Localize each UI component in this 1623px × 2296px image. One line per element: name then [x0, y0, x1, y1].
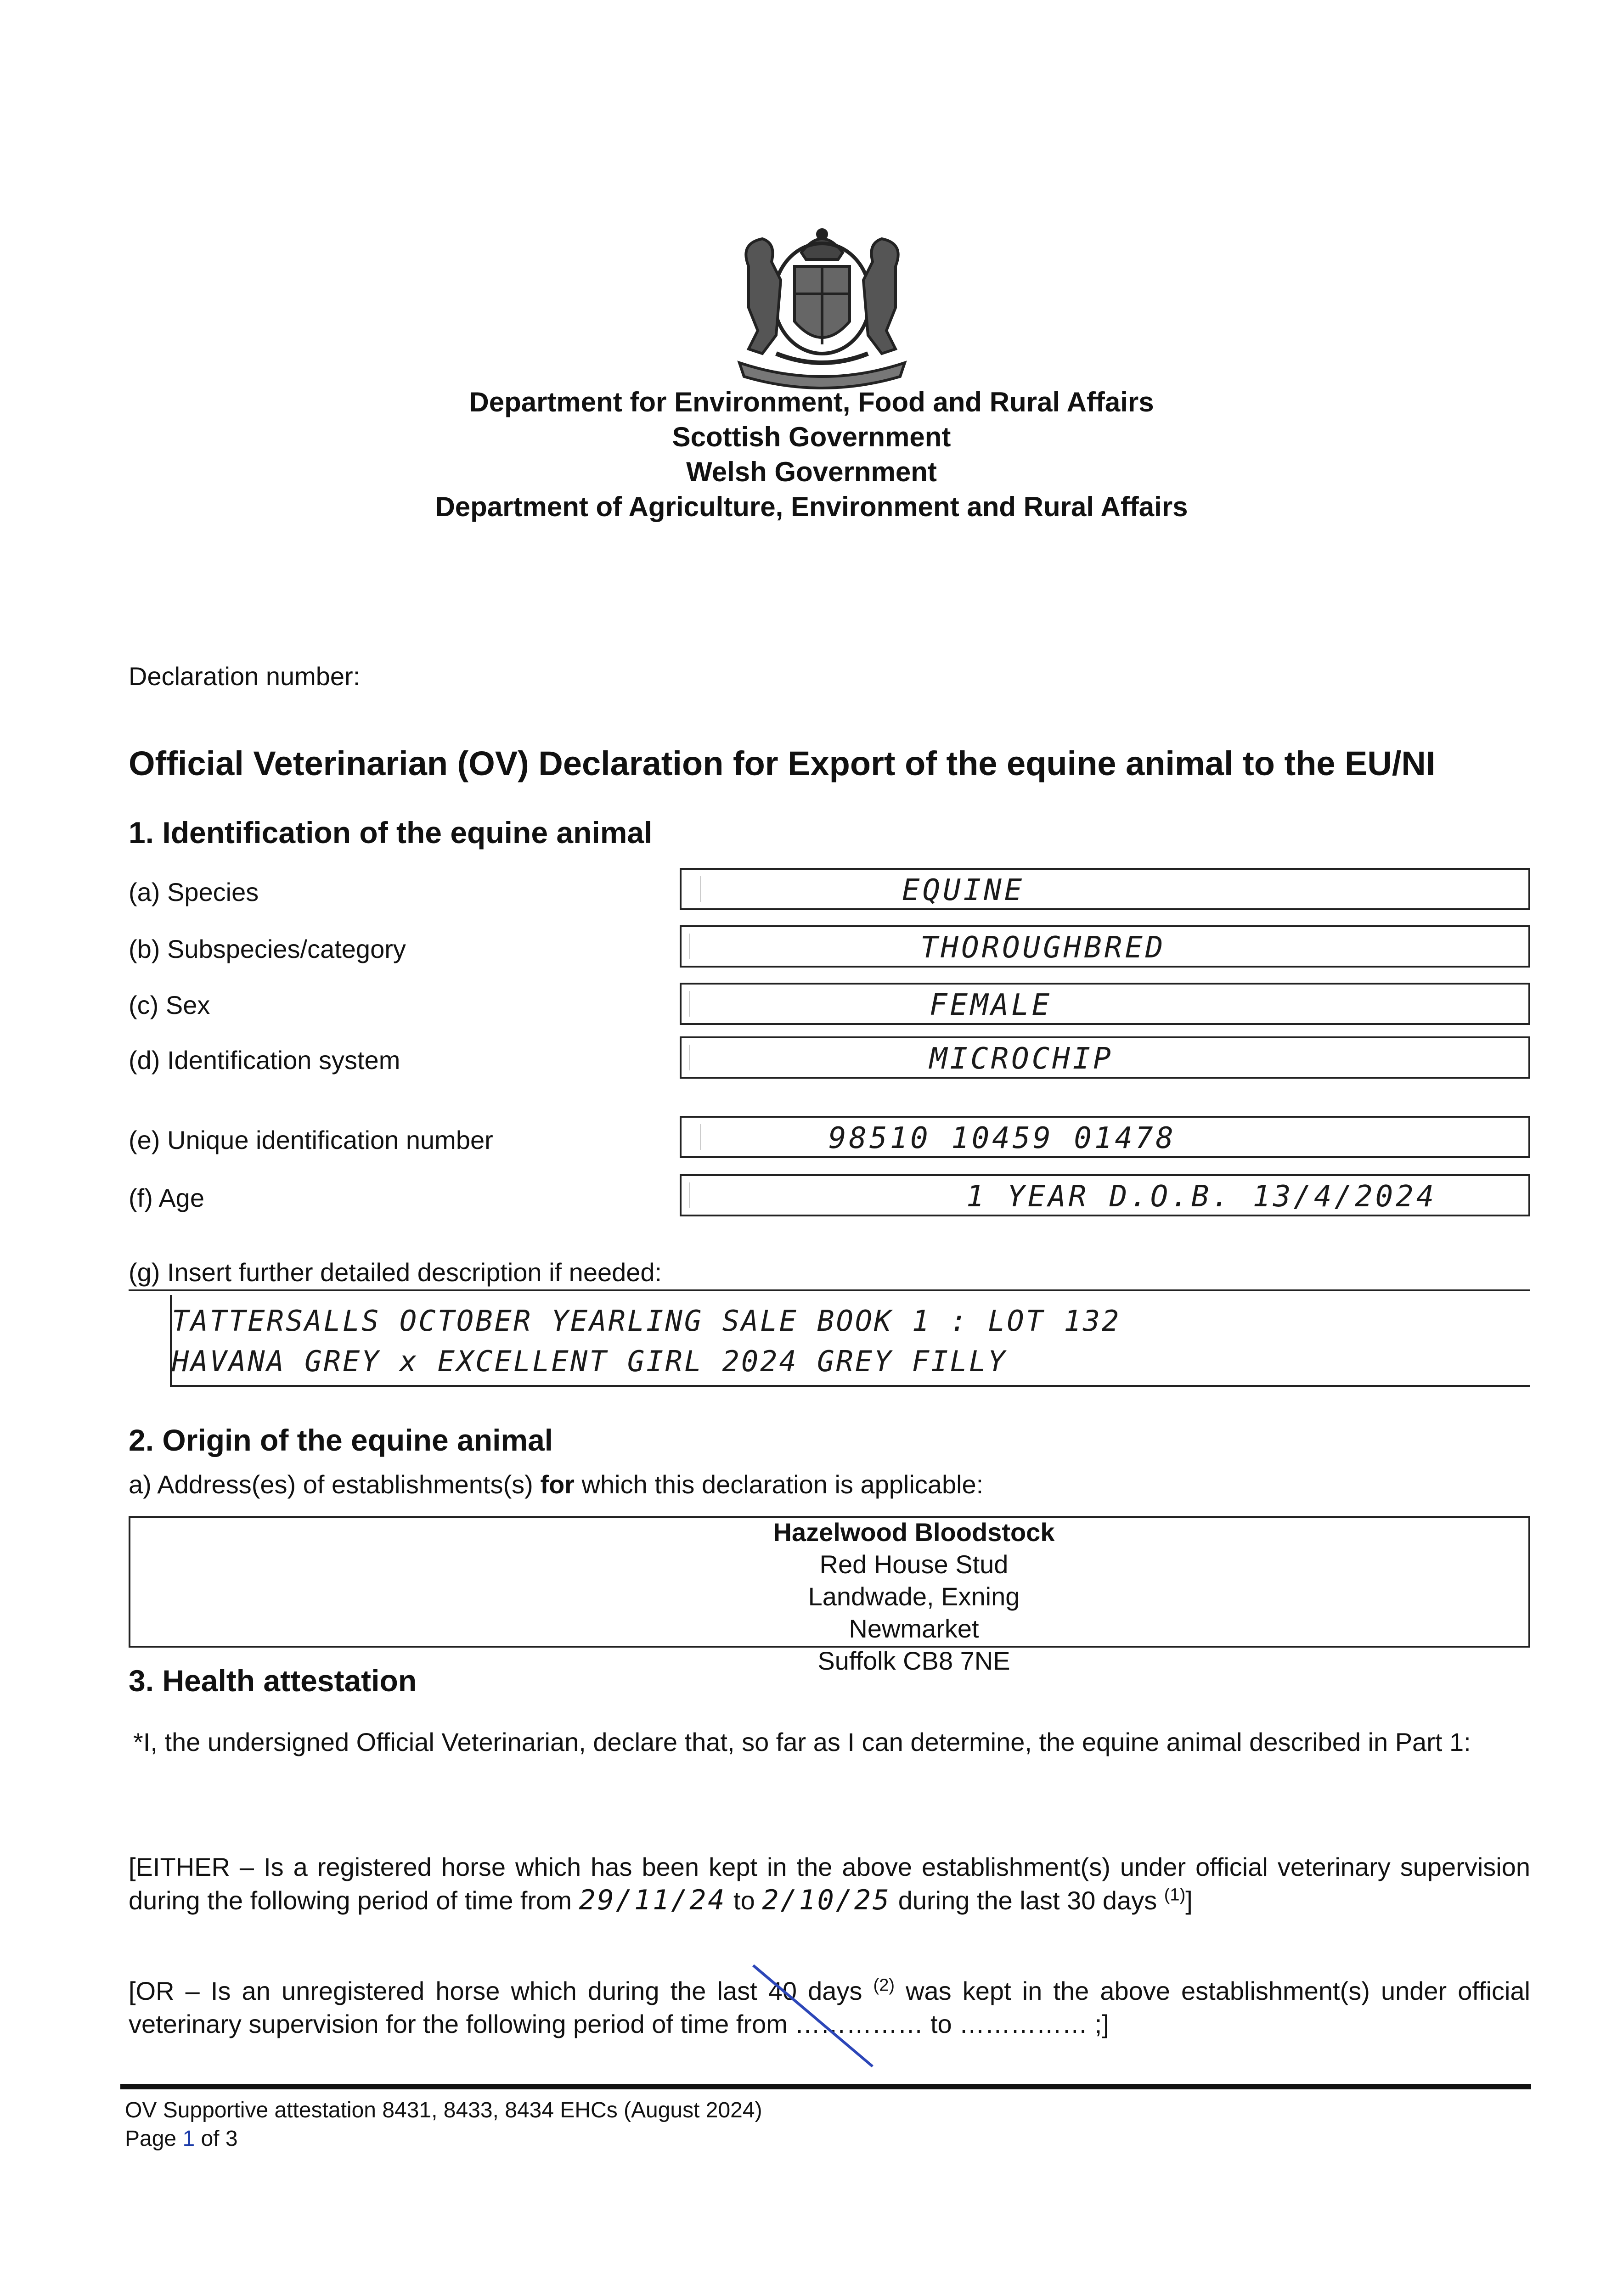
- address-intro: a) Address(es) of establishments(s) for which this declaration is applicable:: [129, 1470, 984, 1499]
- description-field[interactable]: [170, 1295, 1530, 1387]
- department-name: Department for Environment, Food and Rural Affairs: [469, 387, 1154, 417]
- unique-id-field[interactable]: [680, 1116, 1530, 1158]
- unique-id-value: 98510 10459 01478: [828, 1121, 1177, 1155]
- ov-declaration-text: *I, the undersigned Official Veterinarian, declare that, so far as I can determine, the equine animal described in Part 1:: [133, 1728, 1471, 1756]
- or-clause: [OR – Is an unregistered horse which during the last 40 days $^{(2)}$ was kept in the above establishment(s) under official veterinary supervision for the following period of time from …………… to …………… ;]: [129, 1975, 1530, 2038]
- period-to-date[interactable]: 2/10/25: [762, 1884, 891, 1916]
- age-field[interactable]: [680, 1174, 1530, 1216]
- identification-system-field[interactable]: [680, 1036, 1530, 1079]
- declaration-number-label: Declaration number:: [129, 662, 361, 691]
- department-header: [0, 385, 1623, 524]
- species-label: (a) Species: [129, 878, 259, 906]
- age-value: 1 YEAR D.O.B. 13/4/2024: [966, 1180, 1437, 1214]
- description-line: TATTERSALLS OCTOBER YEARLING SALE BOOK 1 : LOT 132: [172, 1304, 1121, 1338]
- department-name: Welsh Government: [686, 456, 937, 487]
- subspecies-field[interactable]: [680, 925, 1530, 968]
- age-label: (f) Age: [129, 1183, 204, 1212]
- section-3-heading: 3. Health attestation: [129, 1664, 417, 1698]
- address-line: Newmarket: [849, 1614, 979, 1643]
- footer-divider: [120, 2084, 1531, 2089]
- footer-attestation: OV Supportive attestation 8431, 8433, 8434 EHCs (August 2024): [125, 2098, 762, 2122]
- description-label: (g) Insert further detailed description if needed:: [129, 1258, 662, 1287]
- sex-field[interactable]: [680, 983, 1530, 1025]
- department-name: Scottish Government: [672, 422, 951, 452]
- description-rule: [129, 1289, 1530, 1291]
- subspecies-label: (b) Subspecies/category: [129, 934, 406, 963]
- page-number: Page 1 of 3: [125, 2127, 238, 2151]
- address-line: Suffolk CB8 7NE: [817, 1646, 1010, 1675]
- species-value: EQUINE: [902, 873, 1025, 907]
- footer: [125, 2096, 762, 2153]
- address-line: Landwade, Exning: [808, 1582, 1020, 1611]
- strike-through-mark: [749, 1961, 896, 2071]
- sex-value: FEMALE: [930, 988, 1053, 1022]
- page-title: Official Veterinarian (OV) Declaration for Export of the equine animal to the EU/NI: [129, 744, 1436, 782]
- section-2-heading: 2. Origin of the equine animal: [129, 1423, 553, 1457]
- sex-label: (c) Sex: [129, 990, 210, 1019]
- identification-system-label: (d) Identification system: [129, 1046, 400, 1075]
- establishment-name: Hazelwood Bloodstock: [773, 1518, 1055, 1547]
- description-line: HAVANA GREY x EXCELLENT GIRL 2024 GREY FILLY: [172, 1345, 1007, 1378]
- identification-system-value: MICROCHIP: [930, 1042, 1114, 1076]
- period-from-date[interactable]: 29/11/24: [579, 1884, 727, 1916]
- species-field[interactable]: [680, 868, 1530, 910]
- establishment-address: [592, 1516, 1235, 1677]
- address-line: Red House Stud: [819, 1550, 1009, 1579]
- unique-id-label: (e) Unique identification number: [129, 1125, 493, 1154]
- subspecies-value: THOROUGHBRED: [920, 931, 1166, 965]
- section-1-heading: 1. Identification of the equine animal: [129, 816, 653, 850]
- department-name: Department of Agriculture, Environment and Rural Affairs: [435, 491, 1188, 522]
- either-clause: [EITHER – Is a registered horse which has been kept in the above establishment(s) under official veterinary supervision during the following period of time from 29/11/24 to 2/10/25 during the last 30 days $^{(1)}$]: [129, 1852, 1530, 1916]
- royal-coat-of-arms-icon: [721, 216, 923, 390]
